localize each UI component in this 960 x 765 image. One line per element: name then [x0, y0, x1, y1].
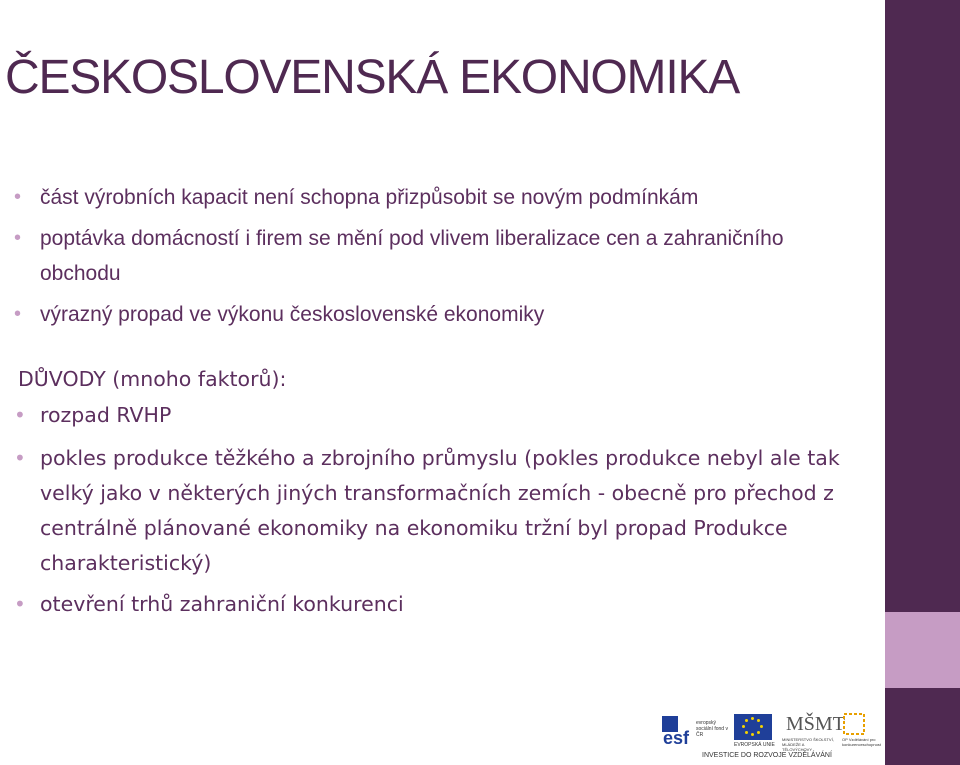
sidebar-accent-block: [885, 612, 960, 688]
msmt-logo: [782, 712, 845, 752]
bullet-icon: •: [14, 303, 22, 325]
bullet-item: [14, 587, 868, 622]
reasons-heading: DŮVODY (mnoho faktorů):: [18, 367, 287, 391]
bullet-text: poptávka domácností i firem se mění pod vlivem liberalizace cen a zahraničního obchodu: [40, 227, 784, 285]
bullet-icon: •: [14, 227, 22, 249]
bullet-item: [14, 180, 868, 215]
op-text: OP Vzdělávání pro konkurenceschopnost: [842, 737, 881, 747]
slide-content: [14, 180, 868, 622]
bullet-item: [14, 398, 868, 433]
bullet-icon: •: [14, 592, 26, 616]
sidebar-decoration: [885, 0, 960, 765]
investment-slogan: INVESTICE DO ROZVOJE VZDĚLÁVÁNÍ: [702, 752, 832, 759]
bullet-text: část výrobních kapacit není schopna přizpůsobit se novým podmínkám: [40, 186, 699, 209]
svg-text:esf: esf: [663, 728, 690, 748]
reasons-heading-block: [18, 362, 868, 398]
msmt-text: MINISTERSTVO ŠKOLSTVÍ, MLÁDEŽE A TĚLOVÝCHOVY: [782, 737, 834, 752]
bullet-item: [14, 441, 868, 581]
bullet-icon: •: [14, 186, 22, 208]
bullet-text: výrazný propad ve výkonu československé ekonomiky: [40, 303, 545, 326]
funding-logos: [662, 712, 880, 762]
esf-text: evropský sociální fond v ČR: [696, 720, 728, 738]
op-logo: [842, 712, 881, 748]
slide-title: ČESKOSLOVENSKÁ EKONOMIKA: [5, 51, 740, 104]
bullet-item: [14, 297, 868, 332]
svg-text:MŠMT: MŠMT: [786, 713, 845, 735]
eu-flag-logo: [734, 714, 772, 740]
bullet-text: otevření trhů zahraniční konkurenci: [40, 592, 404, 616]
bullet-text: rozpad RVHP: [40, 403, 172, 427]
eu-text: EVROPSKÁ UNIE: [734, 742, 775, 748]
bullet-item: [14, 221, 868, 291]
esf-logo: [662, 714, 730, 748]
bullet-text: pokles produkce těžkého a zbrojního průmyslu (pokles produkce nebyl ale tak velký jako v některých jiných transformačních zemích - obecně pro přechod z centrálně plánované ekonomiky na ekonomiku tržní byl propad Produkce charakteristický): [40, 446, 840, 575]
bullet-icon: •: [14, 403, 26, 427]
bullet-icon: •: [14, 446, 26, 470]
